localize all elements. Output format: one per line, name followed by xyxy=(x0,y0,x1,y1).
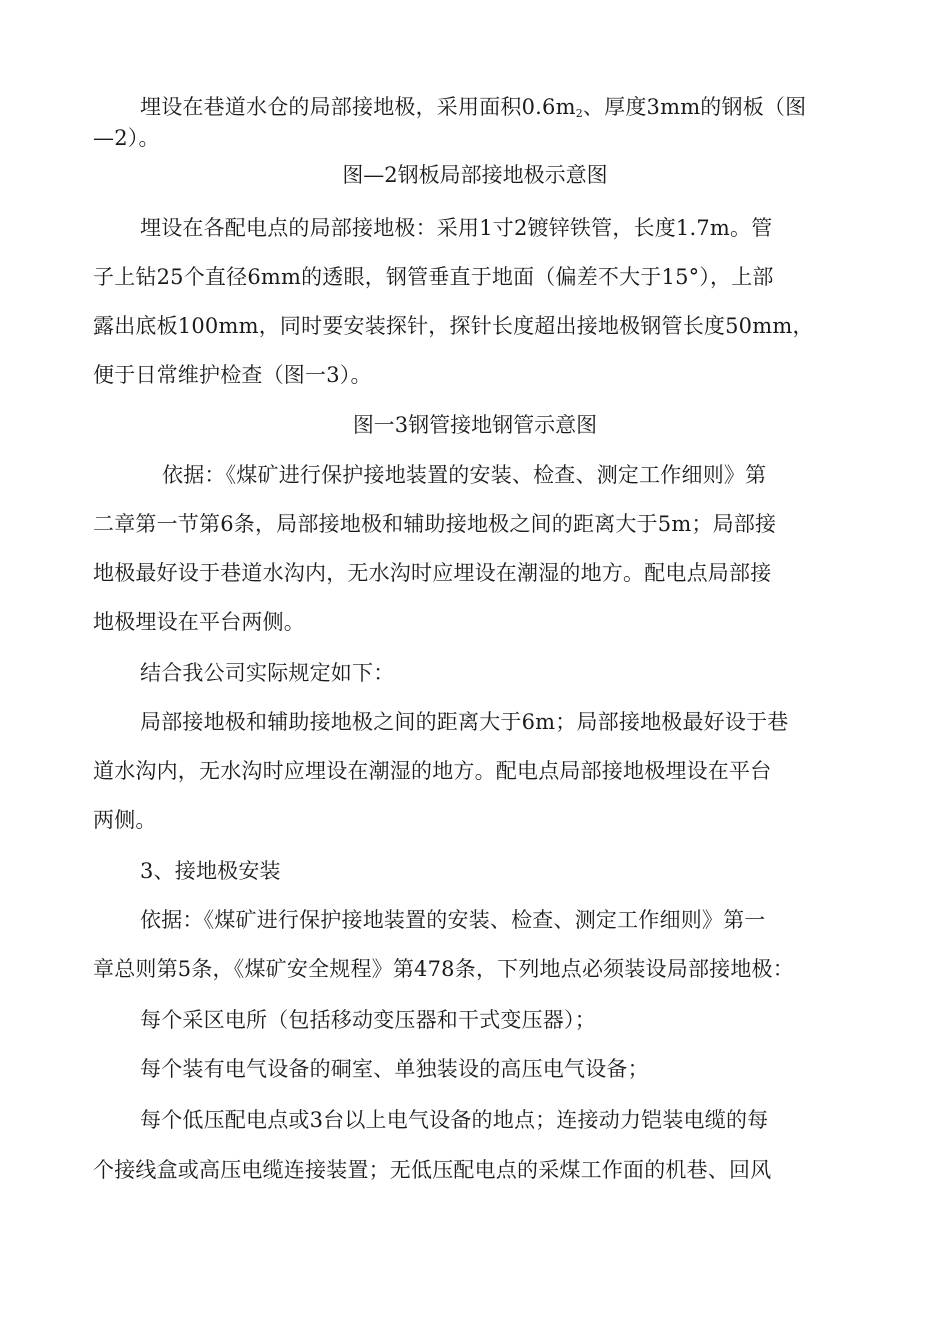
paragraph-line: 每个装有电气设备的硐室、单独装设的高压电气设备； xyxy=(140,1057,649,1081)
paragraph-line: 结合我公司实际规定如下： xyxy=(140,661,395,685)
paragraph-line: 局部接地极和辅助接地极之间的距离大于6m；局部接地极最好设于巷 xyxy=(140,710,789,734)
paragraph-line: 地极最好设于巷道水沟内，无水沟时应埋设在潮湿的地方。配电点局部接 xyxy=(93,561,772,585)
figure-caption: 图一3钢管接地钢管示意图 xyxy=(352,413,598,437)
paragraph-line: —2）。 xyxy=(93,126,160,150)
paragraph-line: 露出底板100mm，同时要安装探针，探针长度超出接地极钢管长度50mm， xyxy=(93,314,814,338)
paragraph-line: 两侧。 xyxy=(93,808,157,832)
section-heading: 3、接地极安装 xyxy=(140,859,281,883)
paragraph-line: 依据：《煤矿进行保护接地装置的安装、检查、测定工作细则》第一 xyxy=(140,908,766,932)
paragraph-line: 个接线盒或高压电缆连接装置；无低压配电点的采煤工作面的机巷、回风 xyxy=(93,1158,772,1182)
figure-caption: 图—2钢板局部接地极示意图 xyxy=(342,163,608,187)
paragraph-line: 每个采区电所（包括移动变压器和干式变压器）； xyxy=(140,1008,596,1032)
text-segment: 埋设在巷道水仓的局部接地极，采用面积0.6m xyxy=(140,95,576,119)
subscript: 2 xyxy=(575,107,583,120)
paragraph-line: 地极埋设在平台两侧。 xyxy=(93,610,305,634)
paragraph-line: 每个低压配电点或3台以上电气设备的地点；连接动力铠装电缆的每 xyxy=(140,1108,769,1132)
paragraph-line: 便于日常维护检查（图一3）。 xyxy=(93,363,372,387)
paragraph-line: 二章第一节第6条，局部接地极和辅助接地极之间的距离大于5m；局部接 xyxy=(93,512,777,536)
text-segment: 、厚度3mm的钢板（图 xyxy=(582,95,807,119)
paragraph-line: 章总则第5条，《煤矿安全规程》第478条，下列地点必须装设局部接地极： xyxy=(93,957,794,981)
paragraph-line: 道水沟内，无水沟时应埋设在潮湿的地方。配电点局部接地极埋设在平台 xyxy=(93,759,772,783)
paragraph-line: 依据：《煤矿进行保护接地装置的安装、检查、测定工作细则》第 xyxy=(162,463,767,487)
paragraph-line: 埋设在各配电点的局部接地极：采用1寸2镀锌铁管，长度1.7m。管 xyxy=(140,216,773,240)
paragraph-line xyxy=(140,92,806,129)
paragraph-line: 子上钻25个直径6mm的透眼，钢管垂直于地面（偏差不大于15°），上部 xyxy=(93,265,774,289)
